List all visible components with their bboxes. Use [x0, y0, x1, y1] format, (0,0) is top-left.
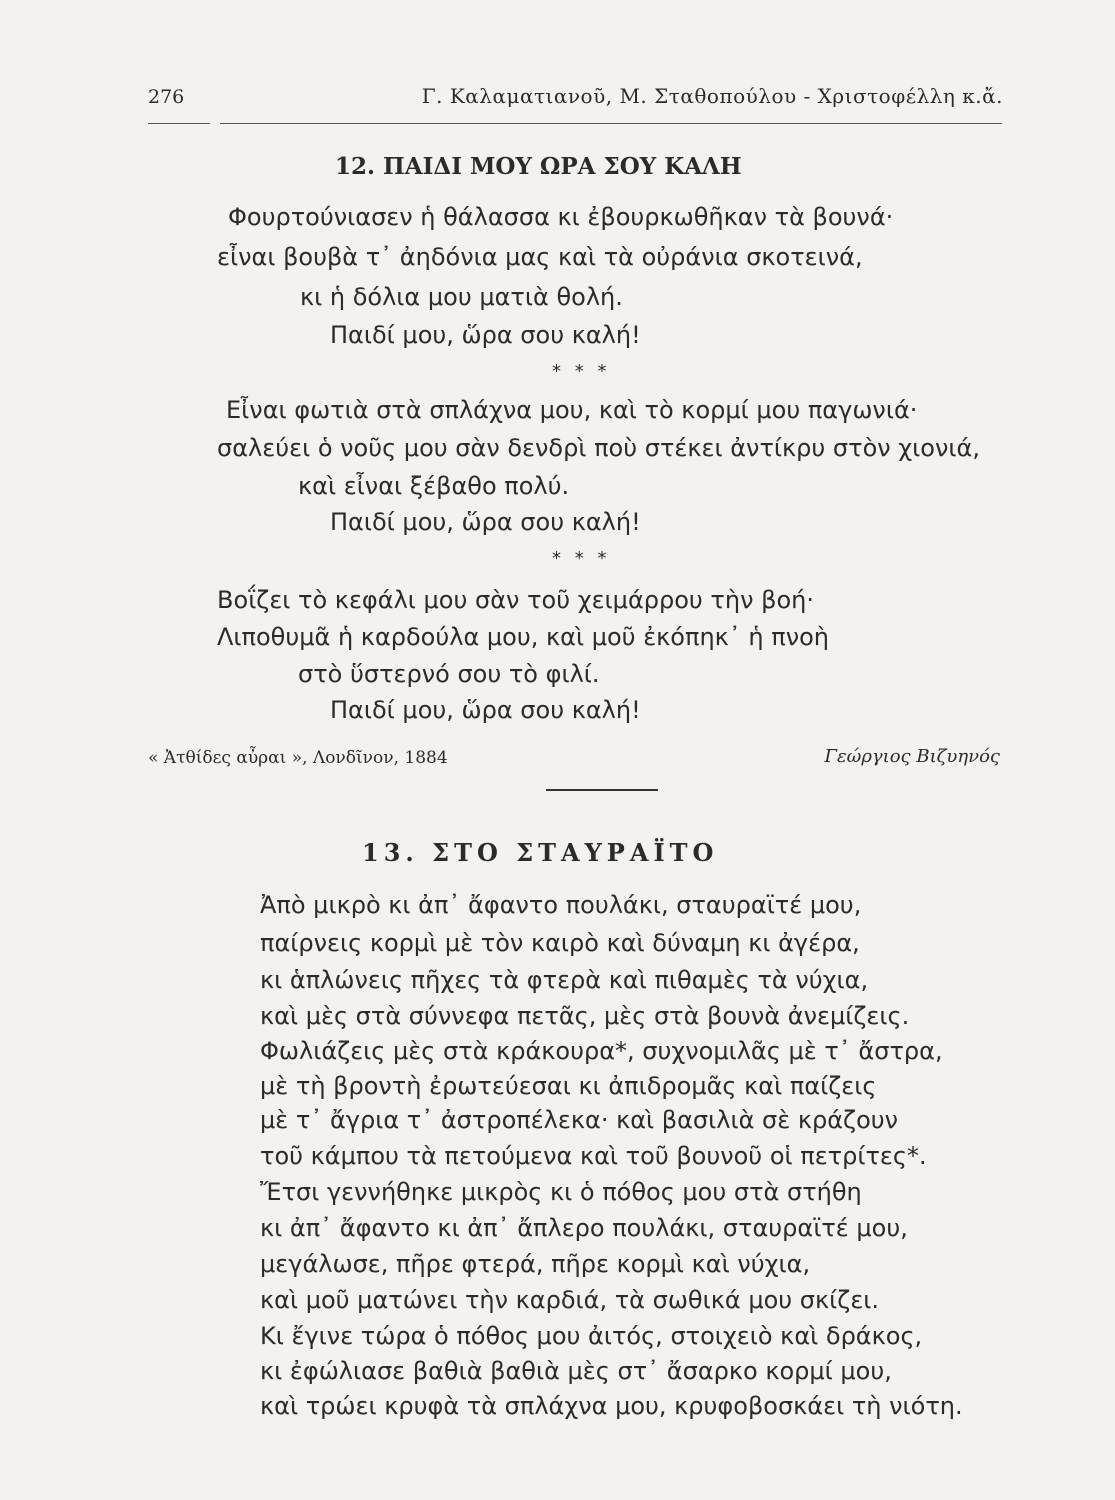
- section-divider: [546, 789, 658, 791]
- page-number: 276: [148, 86, 185, 108]
- running-title: Γ. Καλαματιανοῦ, Μ. Σταθοπούλου - Χριστοφέλλη κ.ἄ.: [421, 84, 1003, 108]
- poem12-line: καὶ εἶναι ξέβαθο πολύ.: [298, 472, 570, 500]
- header-rule-right: [220, 123, 1002, 124]
- poem13-line: καὶ μοῦ ματώνει τὴν καρδιά, τὰ σωθικά μου σκίζει.: [260, 1286, 880, 1314]
- poem13-line: Ἔτσι γεννήθηκε μικρὸς κι ὁ πόθος μου στὰ στήθη: [260, 1178, 862, 1206]
- poem13-line: κι ἁπλώνεις πῆχες τὰ φτερὰ καὶ πιθαμὲς τὰ νύχια,: [260, 966, 869, 994]
- poem13-line: μεγάλωσε, πῆρε φτερά, πῆρε κορμὶ καὶ νύχια,: [260, 1250, 811, 1278]
- poem12-line: στὸ ὕστερνό σου τὸ φιλί.: [298, 660, 600, 688]
- poem13-line: παίρνεις κορμὶ μὲ τὸν καιρὸ καὶ δύναμη κι ἀγέρα,: [260, 929, 860, 957]
- poem13-line: κι ἐφώλιασε βαθιὰ βαθιὰ μὲς στ᾽ ἄσαρκο κορμί μου,: [260, 1357, 892, 1385]
- poem12-source: « Ἀτθίδες αὖραι », Λονδῖνον, 1884: [148, 748, 448, 768]
- poem13-line: καὶ μὲς στὰ σύννεφα πετᾶς, μὲς στὰ βουνὰ ἀνεμίζεις.: [260, 1002, 910, 1030]
- poem13-line: Ἀπὸ μικρὸ κι ἀπ᾽ ἄφαντο πουλάκι, σταυραϊτέ μου,: [260, 891, 862, 919]
- stanza-separator: * * *: [552, 548, 611, 569]
- poem12-line: Βοΐζει τὸ κεφάλι μου σὰν τοῦ χειμάρρου τὴν βοή·: [217, 586, 814, 614]
- poem12-title: 12. ΠΑΙΔΙ ΜΟΥ ΩΡΑ ΣΟΥ ΚΑΛΗ: [335, 153, 742, 180]
- poem13-title: 13. ΣΤΟ ΣΤΑΥΡΑΪΤΟ: [362, 838, 719, 867]
- poem12-line: κι ἡ δόλια μου ματιὰ θολή.: [300, 283, 623, 311]
- poem13-line: Φωλιάζεις μὲς στὰ κράκουρα*, συχνομιλᾶς μὲ τ᾽ ἄστρα,: [260, 1037, 943, 1065]
- poem12-author: Γεώργιος Βιζυηνός: [824, 746, 1000, 767]
- poem13-line: μὲ τὴ βροντὴ ἐρωτεύεσαι κι ἀπιδρομᾶς καὶ παίζεις: [260, 1072, 877, 1100]
- poem12-line: Φουρτούνιασεν ἡ θάλασσα κι ἐβουρκωθῆκαν τὰ βουνά·: [228, 203, 894, 231]
- poem12-refrain: Παιδί μου, ὥρα σου καλή!: [330, 696, 641, 724]
- poem12-line: εἶναι βουβὰ τ᾽ ἀηδόνια μας καὶ τὰ οὐράνια σκοτεινά,: [217, 243, 863, 271]
- poem13-line: μὲ τ᾽ ἄγρια τ᾽ ἀστροπέλεκα· καὶ βασιλιὰ σὲ κράζουν: [260, 1106, 899, 1134]
- poem13-line: καὶ τρώει κρυφὰ τὰ σπλάχνα μου, κρυφοβοσκάει τὴ νιότη.: [260, 1392, 963, 1420]
- poem12-refrain: Παιδί μου, ὥρα σου καλή!: [330, 508, 641, 536]
- poem13-line: Κι ἔγινε τώρα ὁ πόθος μου ἀιτός, στοιχειὸ καὶ δράκος,: [260, 1322, 923, 1350]
- poem13-line: κι ἀπ᾽ ἄφαντο κι ἀπ᾽ ἄπλερο πουλάκι, σταυραϊτέ μου,: [260, 1214, 908, 1242]
- poem13-line: τοῦ κάμπου τὰ πετούμενα καὶ τοῦ βουνοῦ οἱ πετρίτες*.: [260, 1142, 927, 1170]
- header-rule-left: [148, 123, 210, 124]
- poem12-line: σαλεύει ὁ νοῦς μου σὰν δενδρὶ ποὺ στέκει ἀντίκρυ στὸν χιονιά,: [217, 434, 980, 462]
- stanza-separator: * * *: [552, 361, 611, 382]
- poem12-line: Λιποθυμᾶ ἡ καρδούλα μου, καὶ μοῦ ἐκόπηκ᾽ ἡ πνοὴ: [217, 623, 830, 651]
- poem12-refrain: Παιδί μου, ὥρα σου καλή!: [330, 321, 641, 349]
- poem12-line: Εἶναι φωτιὰ στὰ σπλάχνα μου, καὶ τὸ κορμί μου παγωνιά·: [226, 396, 918, 424]
